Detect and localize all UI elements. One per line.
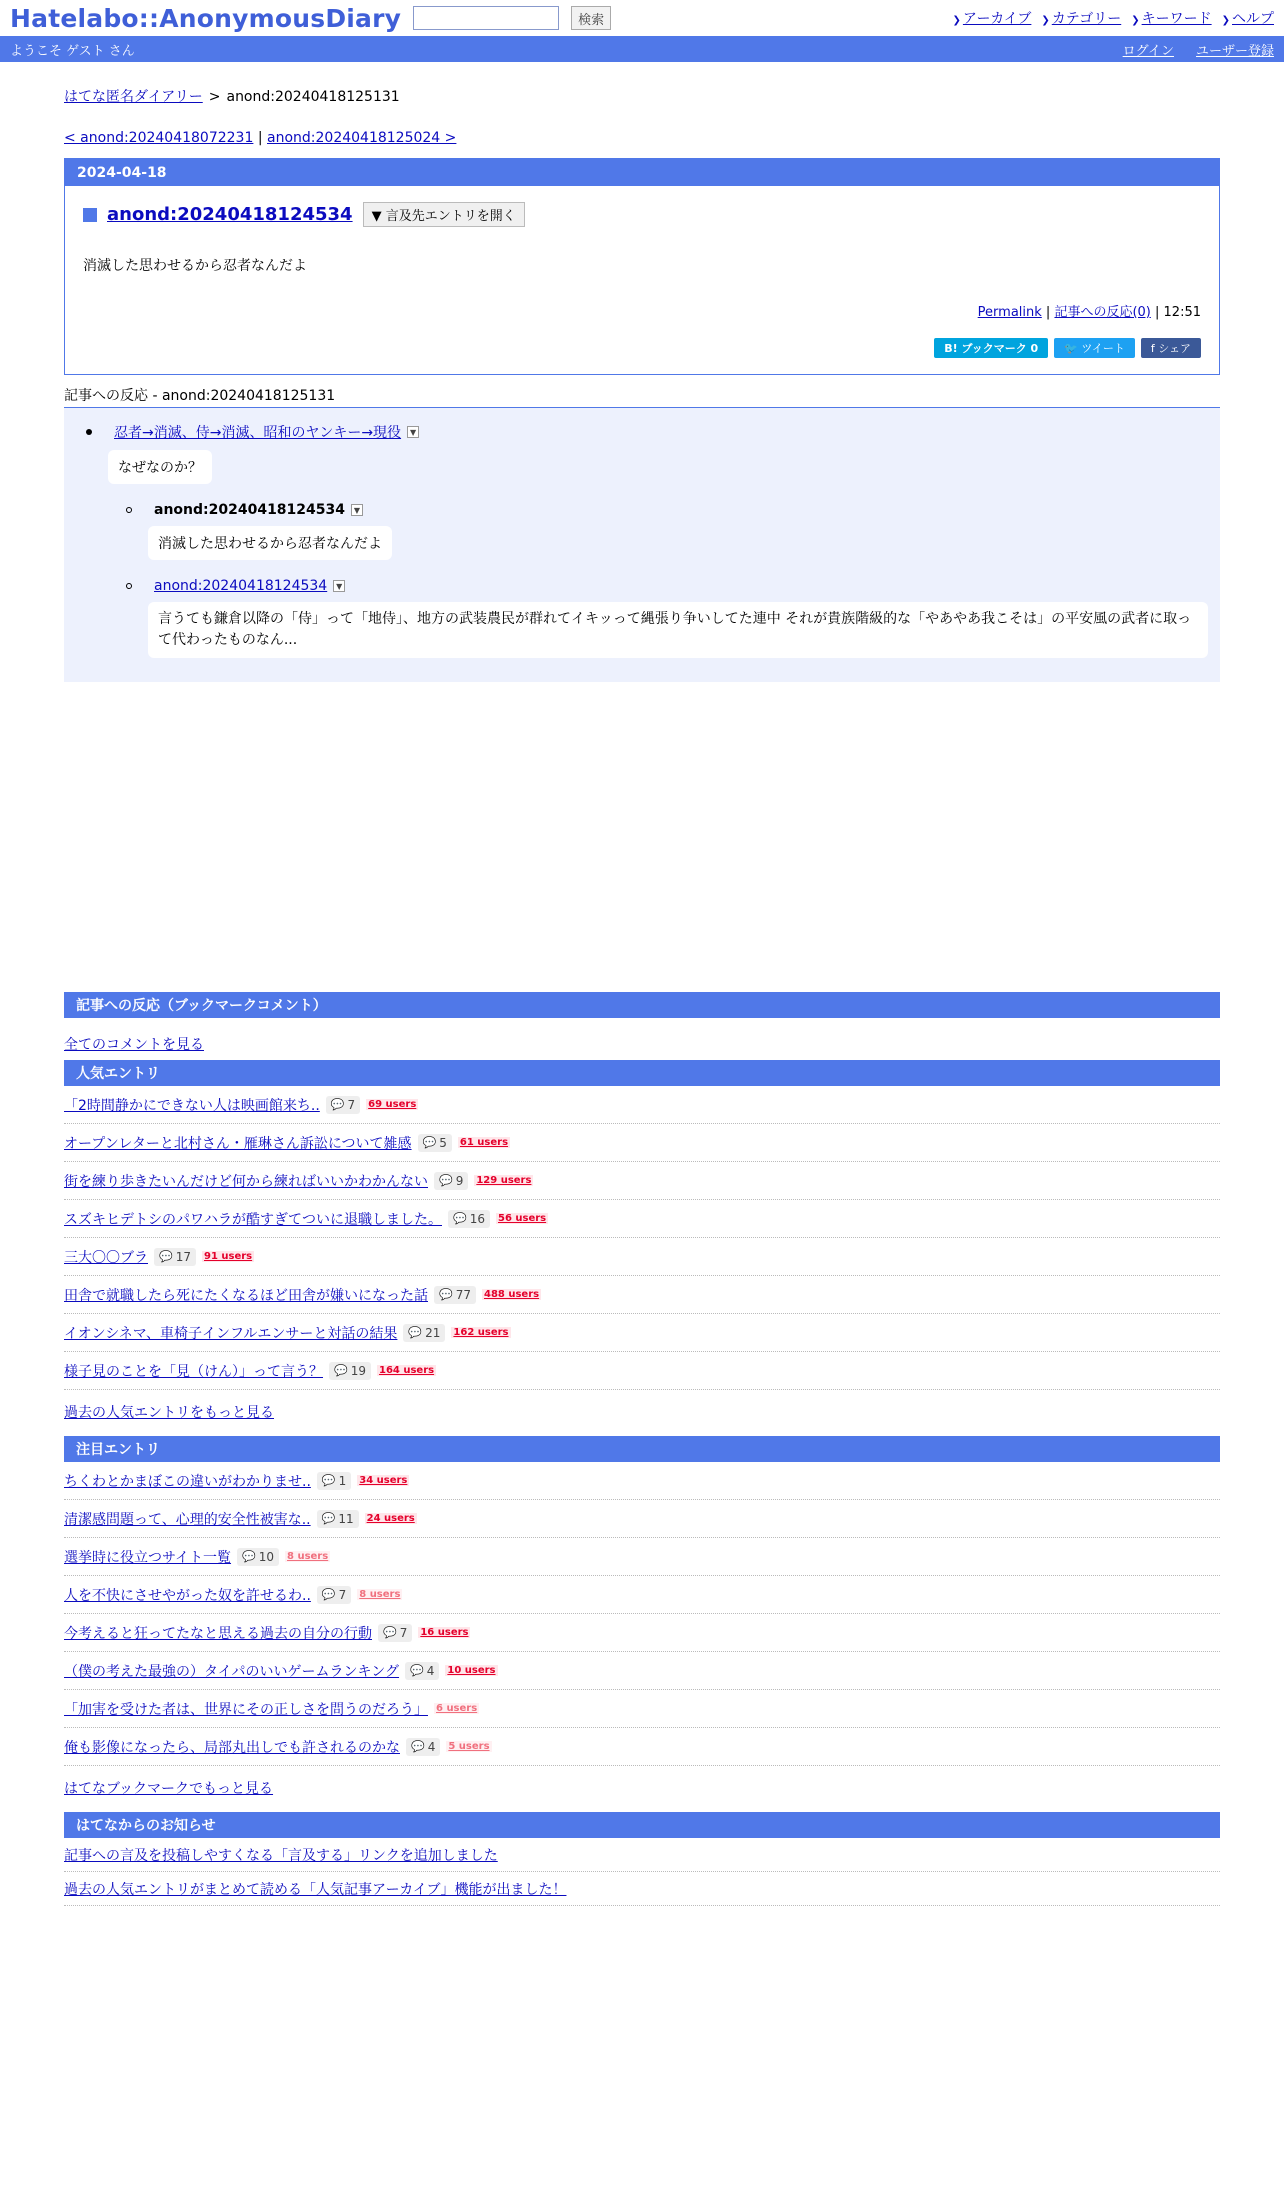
- entry-row: [64, 1086, 1220, 1124]
- reaction-child-body: 消滅した思わせるから忍者なんだよ: [148, 526, 392, 560]
- more-bookmark-link[interactable]: はてなブックマークでもっと見る: [64, 1781, 274, 1797]
- next-entry-link[interactable]: anond:20240418125024 >: [267, 130, 457, 146]
- comment-count[interactable]: [317, 1586, 351, 1604]
- dropdown-icon[interactable]: ▼: [351, 504, 363, 516]
- entry-title-row: [83, 202, 1201, 227]
- entry-link[interactable]: イオンシネマ、車椅子インフルエンサーと対話の結果: [64, 1325, 398, 1342]
- breadcrumb-current: anond:20240418125131: [226, 89, 400, 105]
- notice-header: はてなからのお知らせ: [64, 1812, 1220, 1838]
- entry-link[interactable]: 三大〇〇ブラ: [64, 1249, 148, 1266]
- all-comments-link[interactable]: 全てのコメントを見る: [64, 1037, 204, 1053]
- entry-body: [65, 186, 1219, 374]
- bookmark-users-badge[interactable]: 69 users: [368, 1099, 417, 1110]
- entry-link[interactable]: 人を不快にさせやがった奴を許せるわ..: [64, 1587, 311, 1604]
- bookmark-users-badge[interactable]: 8 users: [359, 1589, 401, 1600]
- nav-help[interactable]: [1222, 8, 1274, 28]
- top-header: [0, 0, 1284, 36]
- breadcrumb-separator: >: [208, 89, 221, 105]
- comment-icon: 💬: [334, 1364, 348, 1377]
- hatena-bookmark-button[interactable]: B! ブックマーク 0: [934, 338, 1048, 358]
- comment-count-value: 17: [175, 1249, 191, 1264]
- bookmark-users-badge[interactable]: 24 users: [366, 1513, 415, 1524]
- entry-row: [64, 1652, 1220, 1690]
- reaction-root-title[interactable]: 忍者→消滅、侍→消滅、昭和のヤンキー→現役: [114, 425, 402, 441]
- comment-icon: 💬: [383, 1626, 397, 1639]
- comment-count-value: 77: [455, 1287, 471, 1302]
- bookmark-users-badge[interactable]: 10 users: [447, 1665, 496, 1676]
- ad-space: [64, 682, 1220, 992]
- entry-link[interactable]: 今考えると狂ってたなと思える過去の自分の行動: [64, 1625, 372, 1642]
- entry-pager: [64, 130, 1220, 146]
- bookmark-users-badge[interactable]: 16 users: [420, 1627, 469, 1638]
- entry-link[interactable]: スズキヒデトシのパワハラが酷すぎてついに退職しました。: [64, 1211, 442, 1228]
- reactions-count-link[interactable]: 記事への反応(0): [1054, 305, 1151, 320]
- comment-count[interactable]: [329, 1362, 371, 1380]
- comment-count-value: 5: [439, 1135, 447, 1150]
- permalink-link[interactable]: Permalink: [977, 305, 1042, 320]
- comment-count-value: 4: [427, 1739, 436, 1754]
- comment-count-value: 9: [455, 1173, 464, 1188]
- entry-row: [64, 1124, 1220, 1162]
- login-link[interactable]: ログイン: [1122, 43, 1174, 59]
- comment-count[interactable]: [434, 1286, 476, 1304]
- comment-icon: 💬: [330, 1098, 345, 1111]
- notice-item: [64, 1838, 1220, 1872]
- breadcrumb-home[interactable]: はてな匿名ダイアリー: [64, 89, 203, 105]
- site-logo[interactable]: Hatelabo::AnonymousDiary: [10, 3, 402, 33]
- entry-link[interactable]: 街を練り歩きたいんだけど何から練ればいいかわかんない: [64, 1173, 428, 1190]
- bullet-icon: [126, 583, 132, 589]
- main-content: [0, 86, 1284, 1906]
- entry-row: [64, 1200, 1220, 1238]
- account-links: [1123, 40, 1274, 59]
- bookmark-users-badge[interactable]: 164 users: [378, 1365, 435, 1376]
- comment-count[interactable]: [326, 1096, 360, 1114]
- reactions-title: 記事への反応 - anond:20240418125131: [64, 385, 1220, 408]
- comment-icon: 💬: [410, 1664, 424, 1677]
- entry-row: [64, 1576, 1220, 1614]
- comment-icon: 💬: [321, 1588, 336, 1601]
- comment-count-value: 7: [347, 1097, 356, 1112]
- nav-archive-link[interactable]: アーカイブ: [962, 11, 1032, 27]
- chevron-right-icon: ❯: [1041, 15, 1050, 26]
- nav-archive[interactable]: [953, 8, 1032, 28]
- prev-entry-link[interactable]: < anond:20240418072231: [64, 130, 254, 146]
- entry-link[interactable]: 俺も影像になったら、局部丸出しでも許されるのかな: [64, 1739, 400, 1756]
- notice-item: [64, 1872, 1220, 1906]
- entry-row: [64, 1614, 1220, 1652]
- facebook-icon: f: [1150, 341, 1159, 355]
- comment-count[interactable]: [403, 1324, 445, 1342]
- entry-row: [64, 1276, 1220, 1314]
- reaction-child-line: [148, 578, 1206, 594]
- comment-icon: 💬: [422, 1136, 437, 1149]
- welcome-bar: [0, 36, 1284, 62]
- comment-count[interactable]: [317, 1510, 359, 1528]
- comment-count[interactable]: [448, 1210, 490, 1228]
- bookmark-users-badge[interactable]: 91 users: [203, 1251, 253, 1262]
- entry-row: [64, 1162, 1220, 1200]
- comment-icon: 💬: [159, 1250, 173, 1263]
- entry-row: [64, 1238, 1220, 1276]
- popular-entries-header: 人気エントリ: [64, 1060, 1220, 1086]
- day-date: 2024-04-18: [65, 159, 1219, 186]
- register-link[interactable]: ユーザー登録: [1195, 43, 1274, 59]
- facebook-share-button[interactable]: [1141, 338, 1201, 358]
- open-reference-button[interactable]: ▼ 言及先エントリを開く: [363, 202, 525, 227]
- featured-entries-header: 注目エントリ: [64, 1436, 1220, 1462]
- bullet-icon: [126, 507, 132, 513]
- day-section: [64, 158, 1220, 375]
- reactions-tree: [64, 408, 1220, 682]
- bullet-icon: [86, 429, 92, 435]
- reaction-root-body: なぜなのか？: [108, 450, 212, 484]
- search-input[interactable]: [413, 6, 559, 30]
- popular-entries-list: [64, 1086, 1220, 1390]
- comment-count[interactable]: [378, 1624, 412, 1642]
- comment-icon: 💬: [439, 1288, 453, 1301]
- bookmark-users-badge[interactable]: 34 users: [359, 1475, 408, 1486]
- comment-count[interactable]: [317, 1472, 351, 1490]
- comment-count-value: 21: [425, 1325, 441, 1340]
- comment-icon: 💬: [439, 1174, 453, 1187]
- notice-link[interactable]: 過去の人気エントリがまとめて読める「人気記事アーカイブ」機能が出ました！: [64, 1881, 567, 1898]
- nav-keyword[interactable]: [1131, 8, 1211, 28]
- comment-count[interactable]: [434, 1172, 468, 1190]
- chevron-right-icon: ❯: [952, 15, 961, 26]
- bookmark-users-badge[interactable]: 8 users: [287, 1551, 329, 1562]
- bookmark-users-badge[interactable]: 6 users: [436, 1703, 478, 1714]
- comment-icon: 💬: [242, 1550, 256, 1563]
- entry-row: [64, 1690, 1220, 1728]
- comment-count[interactable]: [237, 1548, 279, 1566]
- welcome-text: ようこそ ゲスト さん: [10, 43, 135, 59]
- tweet-button[interactable]: [1054, 338, 1135, 358]
- nav-help-link[interactable]: ヘルプ: [1232, 11, 1274, 27]
- entry-link[interactable]: 「加害を受けた者は、世界にその正しさを問うのだろう」: [64, 1701, 428, 1718]
- entry-link[interactable]: 「2時間静かにできない人は映画館来ち..: [64, 1097, 320, 1114]
- bookmark-users-badge[interactable]: 61 users: [459, 1137, 509, 1148]
- comment-count-value: 1: [338, 1473, 347, 1488]
- comment-icon: 💬: [453, 1212, 467, 1225]
- more-popular-link[interactable]: 過去の人気エントリをもっと見る: [64, 1405, 274, 1421]
- reaction-child-line: [148, 502, 1206, 518]
- reaction-child: [148, 578, 1206, 658]
- comment-count-value: 4: [426, 1663, 435, 1678]
- entry-time: 12:51: [1163, 305, 1201, 320]
- entry-link[interactable]: （僕の考えた最強の）タイパのいいゲームランキング: [64, 1663, 400, 1680]
- comment-count[interactable]: [154, 1248, 196, 1266]
- bookmark-users-badge[interactable]: 56 users: [497, 1213, 547, 1224]
- entry-text: 消滅した思わせるから忍者なんだよ: [83, 258, 307, 274]
- share-label: シェア: [1158, 342, 1191, 355]
- comment-count-value: 7: [399, 1625, 408, 1640]
- entry-link[interactable]: 様子見のことを「見（けん）」って言う？: [64, 1363, 323, 1380]
- search-button[interactable]: 検索: [571, 6, 611, 30]
- pager-divider: |: [257, 130, 263, 146]
- entry-row: [64, 1352, 1220, 1390]
- reaction-child-title: anond:20240418124534: [154, 502, 345, 518]
- comment-icon: 💬: [411, 1740, 425, 1753]
- comment-count-value: 10: [258, 1549, 275, 1564]
- entry-link[interactable]: オープンレターと北村さん・雁琳さん訴訟について雑感: [64, 1135, 412, 1152]
- tweet-label: ツイート: [1081, 342, 1125, 355]
- chevron-right-icon: ❯: [1131, 15, 1140, 26]
- bookmark-comments-header: 記事への反応（ブックマークコメント）: [64, 992, 1220, 1018]
- chevron-right-icon: ❯: [1221, 15, 1230, 26]
- comment-count[interactable]: [405, 1662, 439, 1680]
- entry-footer: Permalink | 記事への反応(0) | 12:51: [977, 305, 1201, 320]
- reaction-child: [148, 502, 1206, 560]
- comment-count-value: 11: [338, 1511, 354, 1526]
- reaction-child-body: 言うても鎌倉以降の「侍」って「地侍」、地方の武装農民が群れてイキッって縄張り争いしてた連中 それが貴族階級的な「やあやあ我こそは」の平安風の武者に取って代わったものなん...: [148, 602, 1208, 658]
- entry-link[interactable]: 田舎で就職したら死にたくなるほど田舎が嫌いになった話: [64, 1287, 428, 1304]
- entry-title[interactable]: anond:20240418124534: [107, 204, 353, 225]
- comment-count[interactable]: [406, 1738, 440, 1756]
- entry-row: [64, 1728, 1220, 1766]
- entry-row: [64, 1538, 1220, 1576]
- nav-keyword-link[interactable]: キーワード: [1141, 11, 1212, 27]
- dropdown-icon[interactable]: ▼: [333, 580, 345, 592]
- featured-entries-list: [64, 1462, 1220, 1766]
- comment-icon: 💬: [321, 1474, 336, 1487]
- entry-row: [64, 1500, 1220, 1538]
- entry-link[interactable]: 清潔感問題って、心理的安全性被害な..: [64, 1511, 311, 1528]
- breadcrumb: [64, 86, 1220, 106]
- share-buttons: [83, 338, 1201, 358]
- comment-icon: 💬: [321, 1512, 336, 1525]
- bookmark-users-badge[interactable]: 5 users: [448, 1741, 490, 1752]
- entry-square-icon: [83, 208, 97, 222]
- comment-count-value: 7: [338, 1587, 347, 1602]
- entry-row: [64, 1462, 1220, 1500]
- reaction-root: [108, 422, 1206, 658]
- bookmark-users-badge[interactable]: 488 users: [483, 1289, 540, 1300]
- top-nav: [953, 8, 1274, 28]
- entry-row: [64, 1314, 1220, 1352]
- entry-link[interactable]: ちくわとかまぼこの違いがわかりませ..: [64, 1473, 311, 1490]
- nav-category-link[interactable]: カテゴリー: [1051, 11, 1122, 27]
- dropdown-icon[interactable]: ▼: [407, 426, 419, 438]
- twitter-icon: 🐦: [1064, 341, 1082, 355]
- comment-count-value: 16: [469, 1211, 485, 1226]
- comment-count[interactable]: [418, 1134, 452, 1152]
- bookmark-users-badge[interactable]: 162 users: [453, 1327, 509, 1338]
- reaction-child-title[interactable]: anond:20240418124534: [154, 578, 328, 594]
- notice-link[interactable]: 記事への言及を投稿しやすくなる「言及する」リンクを追加しました: [64, 1847, 498, 1864]
- entry-link[interactable]: 選挙時に役立つサイト一覧: [64, 1549, 232, 1566]
- bookmark-users-badge[interactable]: 129 users: [476, 1175, 532, 1186]
- nav-category[interactable]: [1041, 8, 1121, 28]
- header-left: [10, 4, 611, 33]
- reaction-root-line: [108, 422, 1206, 442]
- comment-icon: 💬: [408, 1326, 423, 1339]
- comment-count-value: 19: [350, 1363, 366, 1378]
